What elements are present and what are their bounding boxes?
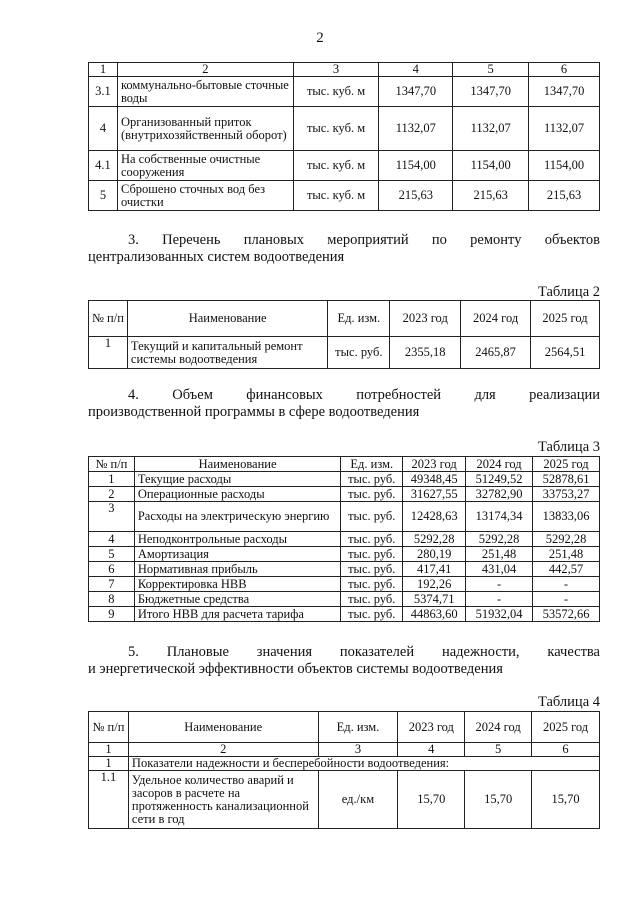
row-value: 5292,28 [466, 532, 533, 547]
row-value: 442,57 [533, 562, 600, 577]
table-row [89, 592, 600, 607]
row-value: 192,26 [403, 577, 466, 592]
table-row [89, 181, 600, 211]
row-num: 7 [89, 577, 135, 592]
table-group-row [89, 757, 600, 771]
row-num: 9 [89, 607, 135, 622]
table-row [89, 337, 600, 369]
row-value: 44863,60 [403, 607, 466, 622]
header-year: 2024 год [465, 712, 532, 743]
table-row [89, 547, 600, 562]
row-num: 3.1 [89, 77, 118, 107]
table-4 [88, 711, 600, 829]
header-num: № п/п [89, 712, 129, 743]
row-name: На собственные очистные сооружения [117, 151, 293, 181]
row-value: - [533, 577, 600, 592]
colnum: 3 [318, 743, 398, 757]
row-num: 4.1 [89, 151, 118, 181]
section-4-line1: 4. Объем финансовых потребностей для реализации [128, 387, 600, 403]
row-value: 52878,61 [533, 472, 600, 487]
row-unit: тыс. руб. [341, 547, 403, 562]
row-value: - [533, 592, 600, 607]
row-name: Сброшено сточных вод без очистки [117, 181, 293, 211]
row-value: 2355,18 [390, 337, 461, 369]
row-value: 280,19 [403, 547, 466, 562]
header-year: 2023 год [390, 301, 461, 337]
header-name: Наименование [128, 712, 318, 743]
row-value: 49348,45 [403, 472, 466, 487]
page-number: 2 [316, 30, 324, 46]
header-name: Наименование [127, 301, 328, 337]
header-num: № п/п [89, 457, 135, 472]
colnum: 4 [398, 743, 465, 757]
row-unit: ед./км [318, 771, 398, 829]
row-unit: тыс. куб. м [293, 107, 379, 151]
table-4-colnums [89, 743, 600, 757]
colnum: 2 [117, 63, 293, 77]
table-4-caption: Таблица 4 [537, 694, 600, 710]
group-name: Показатели надежности и бесперебойности водоотведения: [128, 757, 599, 771]
row-value: 15,70 [532, 771, 600, 829]
row-num: 1 [89, 472, 135, 487]
section-3-line2: централизованных систем водоотведения [88, 249, 345, 265]
row-name: Нормативная прибыль [134, 562, 340, 577]
row-value: 1154,00 [379, 151, 453, 181]
table-row [89, 107, 600, 151]
table-row [89, 502, 600, 532]
row-unit: тыс. руб. [341, 607, 403, 622]
header-name: Наименование [134, 457, 340, 472]
row-value: 13833,06 [533, 502, 600, 532]
row-name: Операционные расходы [134, 487, 340, 502]
row-unit: тыс. руб. [341, 532, 403, 547]
row-value: 1154,00 [453, 151, 529, 181]
row-name: Корректировка НВВ [134, 577, 340, 592]
header-year: 2023 год [403, 457, 466, 472]
row-value: 1347,70 [529, 77, 600, 107]
row-name: Итого НВВ для расчета тарифа [134, 607, 340, 622]
section-5-line2: и энергетической эффективности объектов системы водоотведения [88, 661, 503, 677]
table-3 [88, 456, 600, 622]
row-value: 1132,07 [453, 107, 529, 151]
row-value: 1347,70 [453, 77, 529, 107]
row-value: 15,70 [465, 771, 532, 829]
row-unit: тыс. руб. [328, 337, 390, 369]
row-value: 33753,27 [533, 487, 600, 502]
table-row [89, 472, 600, 487]
row-value: - [466, 592, 533, 607]
row-value: 51932,04 [466, 607, 533, 622]
row-unit: тыс. куб. м [293, 77, 379, 107]
row-value: 251,48 [533, 547, 600, 562]
row-value: 51249,52 [466, 472, 533, 487]
header-year: 2023 год [398, 712, 465, 743]
colnum: 6 [529, 63, 600, 77]
table-3-caption: Таблица 3 [537, 439, 600, 455]
colnum: 6 [532, 743, 600, 757]
row-value: 215,63 [453, 181, 529, 211]
row-unit: тыс. руб. [341, 502, 403, 532]
table-2-header [89, 301, 600, 337]
header-unit: Ед. изм. [318, 712, 398, 743]
table-row [89, 562, 600, 577]
row-value: 31627,55 [403, 487, 466, 502]
row-unit: тыс. руб. [341, 472, 403, 487]
header-year: 2025 год [532, 712, 600, 743]
row-value: 1347,70 [379, 77, 453, 107]
row-num: 4 [89, 532, 135, 547]
row-value: - [466, 577, 533, 592]
row-value: 1132,07 [379, 107, 453, 151]
section-4-line2: производственной программы в сфере водоотведения [88, 404, 420, 420]
row-unit: тыс. руб. [341, 562, 403, 577]
row-value: 5292,28 [403, 532, 466, 547]
row-unit: тыс. руб. [341, 577, 403, 592]
colnum: 1 [89, 63, 118, 77]
row-num: 4 [89, 107, 118, 151]
row-name: Расходы на электрическую энергию [134, 502, 340, 532]
header-num: № п/п [89, 301, 128, 337]
table-1 [88, 62, 600, 211]
row-num: 6 [89, 562, 135, 577]
row-unit: тыс. куб. м [293, 151, 379, 181]
table-1-colnums [89, 63, 600, 77]
row-value: 2564,51 [531, 337, 600, 369]
row-value: 417,41 [403, 562, 466, 577]
row-value: 15,70 [398, 771, 465, 829]
section-4-heading [88, 387, 600, 421]
section-5-line1: 5. Плановые значения показателей надежности, качества [128, 644, 600, 660]
row-value: 32782,90 [466, 487, 533, 502]
header-year: 2025 год [531, 301, 600, 337]
row-num: 1.1 [89, 771, 129, 829]
colnum: 1 [89, 743, 129, 757]
row-value: 5292,28 [533, 532, 600, 547]
row-value: 431,04 [466, 562, 533, 577]
row-value: 215,63 [379, 181, 453, 211]
row-num: 5 [89, 181, 118, 211]
table-2 [88, 300, 600, 369]
colnum: 4 [379, 63, 453, 77]
row-name: Организованный приток (внутрихозяйственный оборот) [117, 107, 293, 151]
section-5-heading [88, 644, 600, 678]
table-row [89, 487, 600, 502]
row-num: 2 [89, 487, 135, 502]
header-unit: Ед. изм. [341, 457, 403, 472]
table-row [89, 607, 600, 622]
table-row [89, 577, 600, 592]
row-num: 8 [89, 592, 135, 607]
colnum: 3 [293, 63, 379, 77]
header-unit: Ед. изм. [328, 301, 390, 337]
table-2-caption: Таблица 2 [537, 284, 600, 300]
row-name: Неподконтрольные расходы [134, 532, 340, 547]
row-num: 1 [89, 337, 128, 369]
row-name: Текущие расходы [134, 472, 340, 487]
section-3-line1: 3. Перечень плановых мероприятий по ремонту объектов [128, 232, 600, 248]
colnum: 2 [128, 743, 318, 757]
header-year: 2024 год [461, 301, 531, 337]
colnum: 5 [453, 63, 529, 77]
header-year: 2024 год [466, 457, 533, 472]
group-num: 1 [89, 757, 129, 771]
table-row [89, 771, 600, 829]
table-row [89, 532, 600, 547]
row-name: Бюджетные средства [134, 592, 340, 607]
row-value: 13174,34 [466, 502, 533, 532]
row-value: 215,63 [529, 181, 600, 211]
row-value: 251,48 [466, 547, 533, 562]
table-row [89, 77, 600, 107]
row-unit: тыс. руб. [341, 487, 403, 502]
row-num: 5 [89, 547, 135, 562]
row-value: 1154,00 [529, 151, 600, 181]
table-row [89, 151, 600, 181]
row-num: 3 [89, 502, 135, 532]
row-value: 12428,63 [403, 502, 466, 532]
row-unit: тыс. руб. [341, 592, 403, 607]
table-4-header [89, 712, 600, 743]
row-name: коммунально-бытовые сточные воды [117, 77, 293, 107]
section-3-heading [88, 232, 600, 266]
row-value: 1132,07 [529, 107, 600, 151]
row-name: Амортизация [134, 547, 340, 562]
row-name: Удельное количество аварий и засоров в расчете на протяженность канализационной сети в год [128, 771, 318, 829]
row-value: 53572,66 [533, 607, 600, 622]
colnum: 5 [465, 743, 532, 757]
row-unit: тыс. куб. м [293, 181, 379, 211]
table-3-header [89, 457, 600, 472]
row-value: 5374,71 [403, 592, 466, 607]
row-name: Текущий и капитальный ремонт системы водоотведения [127, 337, 328, 369]
header-year: 2025 год [533, 457, 600, 472]
row-value: 2465,87 [461, 337, 531, 369]
